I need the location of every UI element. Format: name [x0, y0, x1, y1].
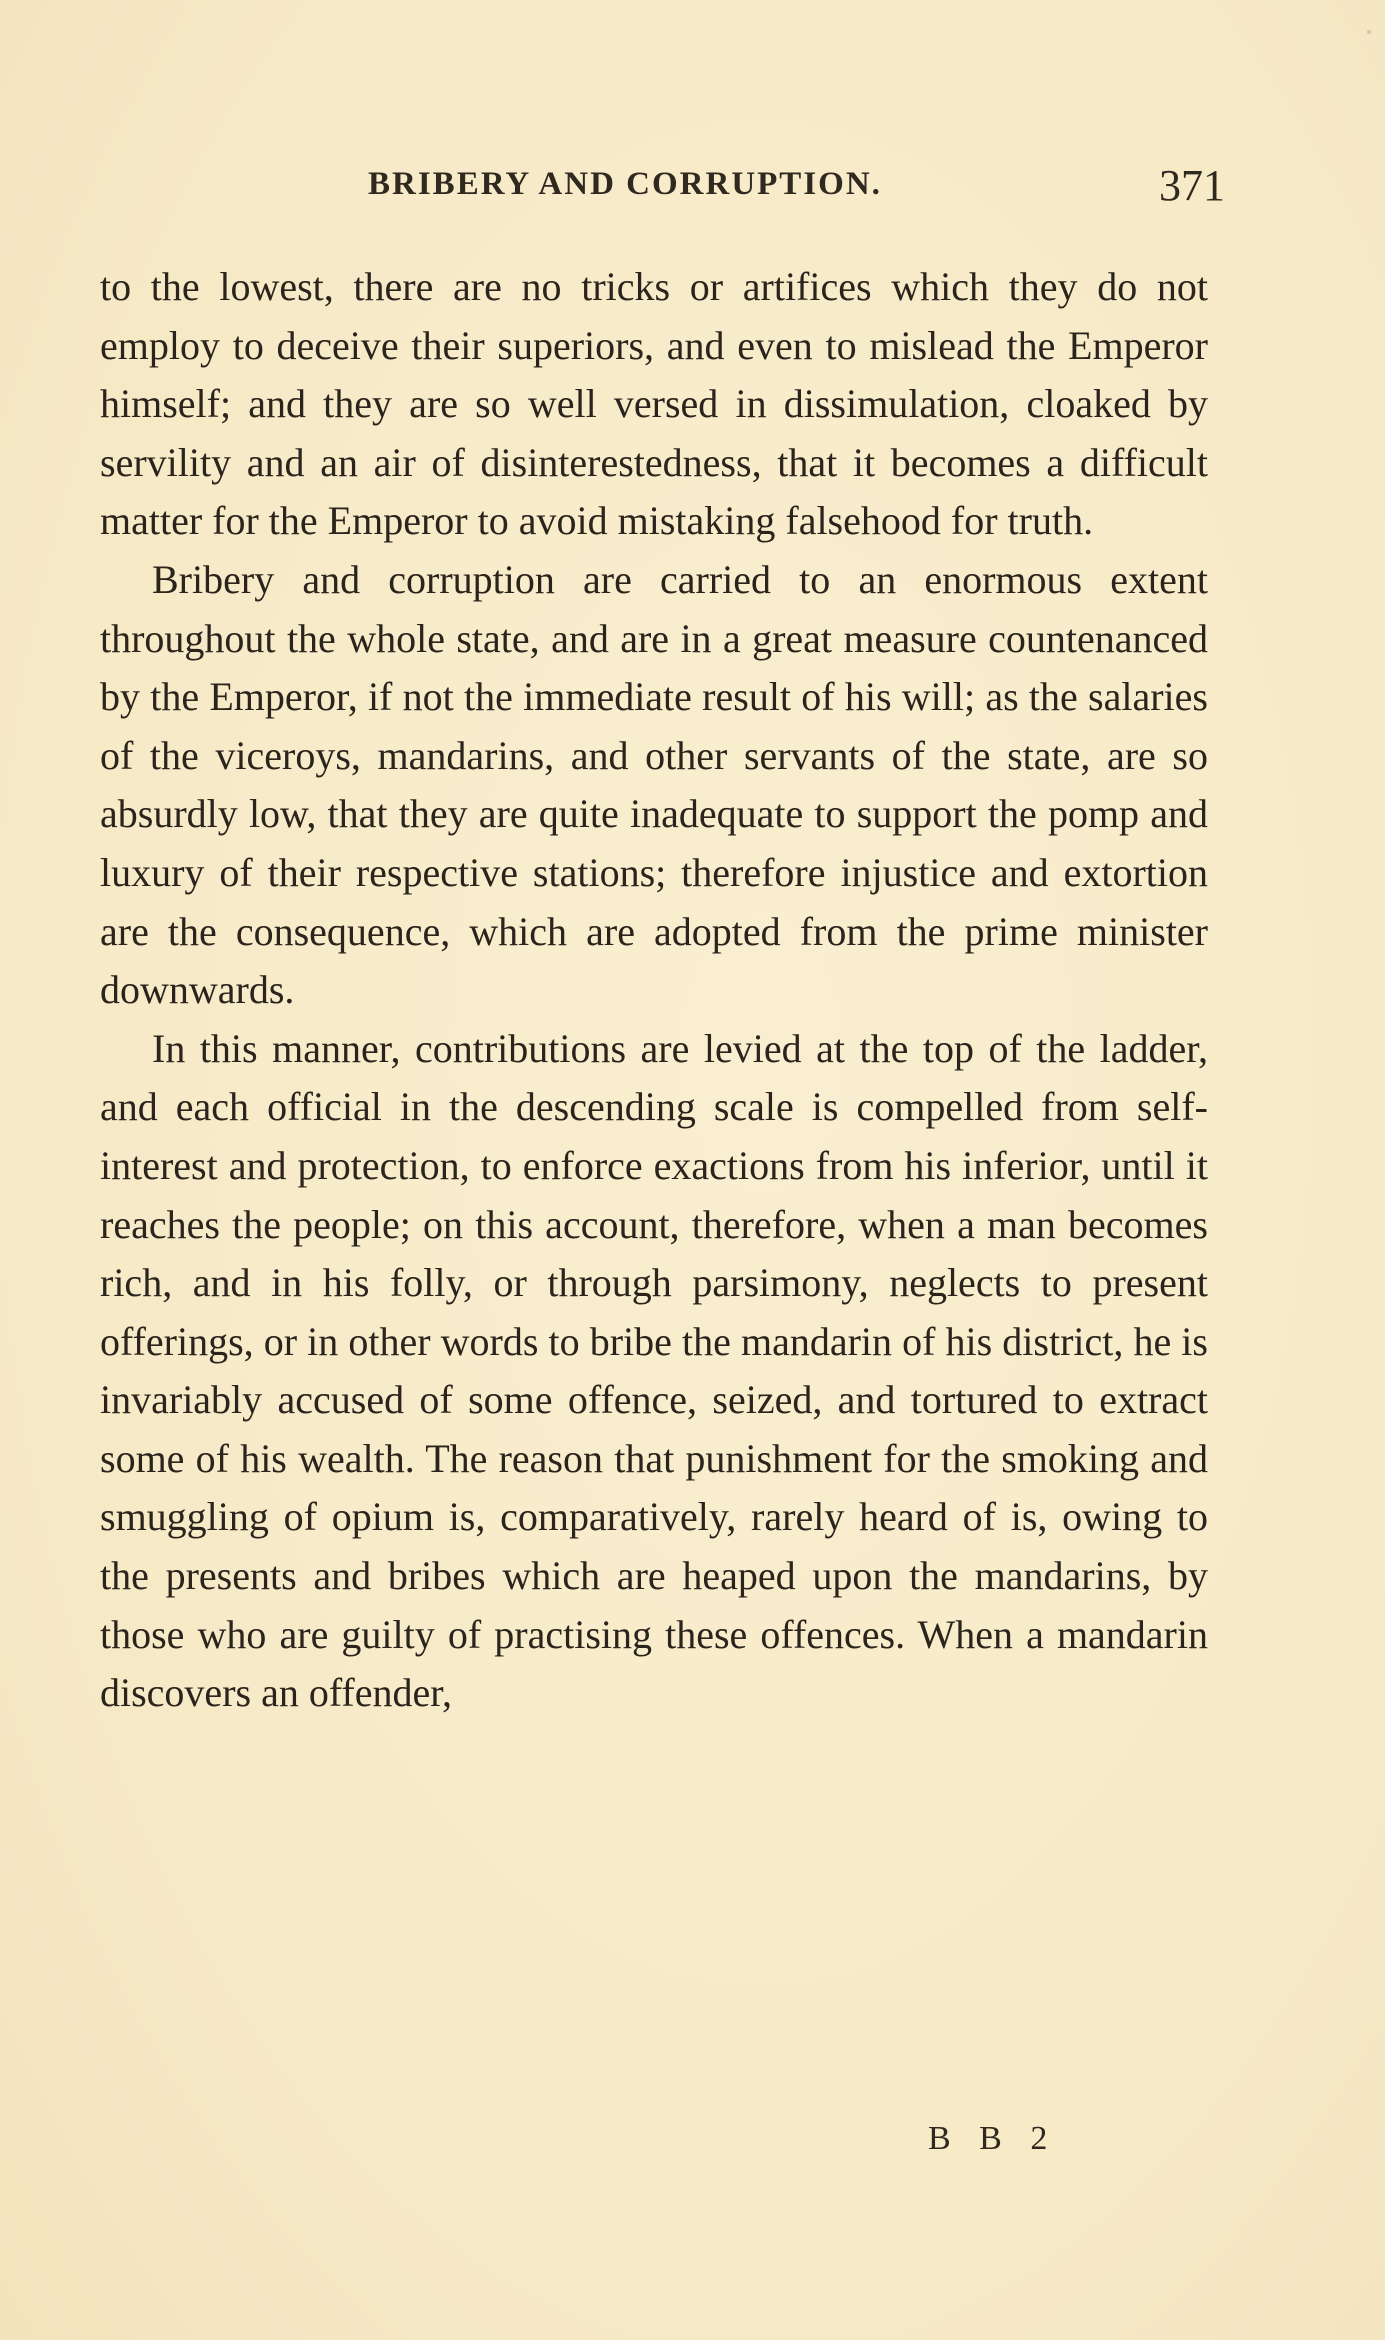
paragraph-contributions: In this manner, contributions are levied at the top of the ladder, and each official in the descending scale is compelled from self-interest and protection, to enforce exactions from his inferior, until it reaches the people; on this account, therefore, when a man becomes rich, and in his folly, or through parsimony, neglects to present offerings, or in other words to bribe the mandarin of his district, he is invariably accused of some offence, seized, and tortured to extract some of his wealth. The reason that punishment for the smoking and smuggling of opium is, comparatively, rarely heard of is, owing to the presents and bribes which are heaped upon the mandarins, by those who are guilty of practising these offences. When a mandarin discovers an offender,	[100, 1025, 1208, 1716]
running-title: BRIBERY AND CORRUPTION.	[368, 166, 882, 202]
page-number: 371	[1159, 161, 1225, 210]
signature-mark: B B 2	[928, 2120, 1058, 2157]
paragraph-bribery: Bribery and corruption are carried to an enormous extent throughout the whole state, and are in a great measure countenanced by the Emperor, if not the immediate result of his will; as the salaries of the viceroys, mandarins, and other servants of the state, are so absurdly low, that they are quite inadequate to support the pomp and luxury of their respective stations; therefore injustice and extortion are the consequence, which are adopted from the prime minister downwards.	[100, 556, 1208, 1013]
body-text	[100, 258, 1208, 1723]
paper-speck	[1367, 30, 1371, 34]
running-head	[100, 162, 1225, 212]
paragraph-continued: to the lowest, there are no tricks or artifices which they do not employ to deceive their superiors, and even to mislead the Emperor himself; and they are so well versed in dissimulation, cloaked by servility and an air of disinterestedness, that it becomes a difficult matter for the Emperor to avoid mistaking falsehood for truth.	[100, 264, 1208, 544]
